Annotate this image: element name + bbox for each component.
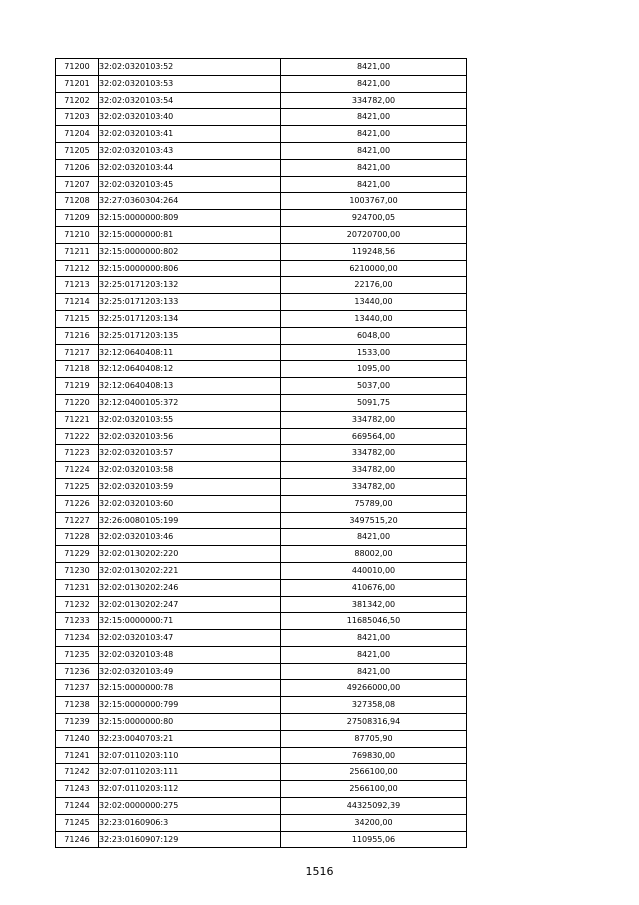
cadastral-number-cell: 32:25:0171203:135 [99, 327, 281, 344]
row-number-cell: 71218 [56, 361, 99, 378]
table-row [56, 428, 467, 445]
row-number-cell: 71225 [56, 478, 99, 495]
value-cell: 49266000,00 [281, 680, 467, 697]
cadastral-number-cell: 32:02:0320103:59 [99, 478, 281, 495]
row-number-cell: 71202 [56, 92, 99, 109]
value-cell: 2566100,00 [281, 764, 467, 781]
cadastral-number-cell: 32:02:0320103:52 [99, 59, 281, 76]
registry-table [55, 58, 467, 848]
cadastral-number-cell: 32:02:0320103:56 [99, 428, 281, 445]
table-row [56, 697, 467, 714]
row-number-cell: 71244 [56, 798, 99, 815]
value-cell: 8421,00 [281, 176, 467, 193]
value-cell: 2566100,00 [281, 781, 467, 798]
table-row [56, 109, 467, 126]
table-row [56, 613, 467, 630]
row-number-cell: 71229 [56, 546, 99, 563]
value-cell: 3497515,20 [281, 512, 467, 529]
cadastral-number-cell: 32:02:0320103:54 [99, 92, 281, 109]
row-number-cell: 71235 [56, 646, 99, 663]
table-row [56, 294, 467, 311]
value-cell: 27508316,94 [281, 714, 467, 731]
table-row [56, 646, 467, 663]
row-number-cell: 71201 [56, 75, 99, 92]
cadastral-number-cell: 32:02:0320103:44 [99, 159, 281, 176]
value-cell: 334782,00 [281, 411, 467, 428]
cadastral-number-cell: 32:15:0000000:80 [99, 714, 281, 731]
row-number-cell: 71227 [56, 512, 99, 529]
cadastral-number-cell: 32:02:0320103:55 [99, 411, 281, 428]
value-cell: 8421,00 [281, 663, 467, 680]
row-number-cell: 71207 [56, 176, 99, 193]
cadastral-number-cell: 32:23:0160907:129 [99, 831, 281, 848]
table-row [56, 562, 467, 579]
table-row [56, 59, 467, 76]
cadastral-number-cell: 32:15:0000000:71 [99, 613, 281, 630]
row-number-cell: 71216 [56, 327, 99, 344]
table-row [56, 730, 467, 747]
row-number-cell: 71222 [56, 428, 99, 445]
table-row [56, 226, 467, 243]
row-number-cell: 71228 [56, 529, 99, 546]
table-row [56, 378, 467, 395]
table-row [56, 579, 467, 596]
cadastral-number-cell: 32:12:0640408:11 [99, 344, 281, 361]
cadastral-number-cell: 32:26:0080105:199 [99, 512, 281, 529]
registry-table-body [56, 59, 467, 848]
cadastral-number-cell: 32:15:0000000:78 [99, 680, 281, 697]
row-number-cell: 71233 [56, 613, 99, 630]
value-cell: 75789,00 [281, 495, 467, 512]
row-number-cell: 71246 [56, 831, 99, 848]
row-number-cell: 71224 [56, 462, 99, 479]
row-number-cell: 71213 [56, 277, 99, 294]
table-row [56, 798, 467, 815]
row-number-cell: 71211 [56, 243, 99, 260]
row-number-cell: 71206 [56, 159, 99, 176]
cadastral-number-cell: 32:02:0320103:58 [99, 462, 281, 479]
cadastral-number-cell: 32:02:0320103:43 [99, 142, 281, 159]
value-cell: 334782,00 [281, 445, 467, 462]
table-row [56, 630, 467, 647]
value-cell: 8421,00 [281, 646, 467, 663]
table-row [56, 210, 467, 227]
value-cell: 8421,00 [281, 159, 467, 176]
value-cell: 8421,00 [281, 126, 467, 143]
cadastral-number-cell: 32:23:0160906:3 [99, 814, 281, 831]
value-cell: 8421,00 [281, 109, 467, 126]
value-cell: 6210000,00 [281, 260, 467, 277]
table-row [56, 764, 467, 781]
value-cell: 22176,00 [281, 277, 467, 294]
row-number-cell: 71242 [56, 764, 99, 781]
cadastral-number-cell: 32:02:0130202:246 [99, 579, 281, 596]
value-cell: 8421,00 [281, 529, 467, 546]
table-row [56, 663, 467, 680]
cadastral-number-cell: 32:07:0110203:112 [99, 781, 281, 798]
cadastral-number-cell: 32:02:0320103:60 [99, 495, 281, 512]
table-row [56, 462, 467, 479]
cadastral-number-cell: 32:07:0110203:110 [99, 747, 281, 764]
value-cell: 669564,00 [281, 428, 467, 445]
value-cell: 44325092,39 [281, 798, 467, 815]
cadastral-number-cell: 32:27:0360304:264 [99, 193, 281, 210]
value-cell: 87705,90 [281, 730, 467, 747]
table-row [56, 260, 467, 277]
value-cell: 1095,00 [281, 361, 467, 378]
row-number-cell: 71203 [56, 109, 99, 126]
cadastral-number-cell: 32:02:0320103:46 [99, 529, 281, 546]
cadastral-number-cell: 32:02:0130202:220 [99, 546, 281, 563]
table-row [56, 310, 467, 327]
cadastral-number-cell: 32:23:0040703:21 [99, 730, 281, 747]
row-number-cell: 71208 [56, 193, 99, 210]
table-row [56, 411, 467, 428]
table-row [56, 831, 467, 848]
cadastral-number-cell: 32:12:0640408:13 [99, 378, 281, 395]
value-cell: 110955,06 [281, 831, 467, 848]
row-number-cell: 71200 [56, 59, 99, 76]
table-row [56, 92, 467, 109]
row-number-cell: 71223 [56, 445, 99, 462]
cadastral-number-cell: 32:02:0130202:221 [99, 562, 281, 579]
table-row [56, 243, 467, 260]
value-cell: 334782,00 [281, 478, 467, 495]
value-cell: 13440,00 [281, 294, 467, 311]
cadastral-number-cell: 32:25:0171203:133 [99, 294, 281, 311]
value-cell: 5037,00 [281, 378, 467, 395]
row-number-cell: 71241 [56, 747, 99, 764]
cadastral-number-cell: 32:25:0171203:134 [99, 310, 281, 327]
value-cell: 8421,00 [281, 142, 467, 159]
value-cell: 88002,00 [281, 546, 467, 563]
value-cell: 5091,75 [281, 394, 467, 411]
row-number-cell: 71226 [56, 495, 99, 512]
row-number-cell: 71234 [56, 630, 99, 647]
cadastral-number-cell: 32:15:0000000:802 [99, 243, 281, 260]
row-number-cell: 71237 [56, 680, 99, 697]
row-number-cell: 71236 [56, 663, 99, 680]
cadastral-number-cell: 32:02:0320103:57 [99, 445, 281, 462]
value-cell: 924700,05 [281, 210, 467, 227]
value-cell: 119248,56 [281, 243, 467, 260]
table-row [56, 495, 467, 512]
cadastral-number-cell: 32:07:0110203:111 [99, 764, 281, 781]
value-cell: 1533,00 [281, 344, 467, 361]
row-number-cell: 71221 [56, 411, 99, 428]
cadastral-number-cell: 32:02:0130202:247 [99, 596, 281, 613]
row-number-cell: 71232 [56, 596, 99, 613]
table-row [56, 747, 467, 764]
cadastral-number-cell: 32:02:0320103:40 [99, 109, 281, 126]
page-number: 1516 [305, 865, 334, 878]
value-cell: 440010,00 [281, 562, 467, 579]
table-row [56, 277, 467, 294]
table-row [56, 512, 467, 529]
table-row [56, 814, 467, 831]
value-cell: 8421,00 [281, 75, 467, 92]
row-number-cell: 71245 [56, 814, 99, 831]
value-cell: 6048,00 [281, 327, 467, 344]
row-number-cell: 71210 [56, 226, 99, 243]
row-number-cell: 71215 [56, 310, 99, 327]
value-cell: 8421,00 [281, 59, 467, 76]
table-row [56, 546, 467, 563]
cadastral-number-cell: 32:15:0000000:809 [99, 210, 281, 227]
value-cell: 20720700,00 [281, 226, 467, 243]
table-row [56, 445, 467, 462]
row-number-cell: 71209 [56, 210, 99, 227]
row-number-cell: 71243 [56, 781, 99, 798]
table-row [56, 781, 467, 798]
table-row [56, 327, 467, 344]
cadastral-number-cell: 32:02:0000000:275 [99, 798, 281, 815]
cadastral-number-cell: 32:12:0640408:12 [99, 361, 281, 378]
cadastral-number-cell: 32:02:0320103:41 [99, 126, 281, 143]
row-number-cell: 71204 [56, 126, 99, 143]
row-number-cell: 71240 [56, 730, 99, 747]
table-row [56, 596, 467, 613]
cadastral-number-cell: 32:25:0171203:132 [99, 277, 281, 294]
row-number-cell: 71212 [56, 260, 99, 277]
cadastral-number-cell: 32:12:0400105:372 [99, 394, 281, 411]
table-row [56, 159, 467, 176]
value-cell: 11685046,50 [281, 613, 467, 630]
row-number-cell: 71217 [56, 344, 99, 361]
table-row [56, 126, 467, 143]
value-cell: 381342,00 [281, 596, 467, 613]
table-row [56, 344, 467, 361]
value-cell: 13440,00 [281, 310, 467, 327]
row-number-cell: 71205 [56, 142, 99, 159]
table-row [56, 75, 467, 92]
table-row [56, 361, 467, 378]
table-row [56, 680, 467, 697]
value-cell: 410676,00 [281, 579, 467, 596]
cadastral-number-cell: 32:02:0320103:49 [99, 663, 281, 680]
cadastral-number-cell: 32:02:0320103:47 [99, 630, 281, 647]
cadastral-number-cell: 32:02:0320103:48 [99, 646, 281, 663]
row-number-cell: 71239 [56, 714, 99, 731]
cadastral-number-cell: 32:15:0000000:799 [99, 697, 281, 714]
row-number-cell: 71220 [56, 394, 99, 411]
value-cell: 34200,00 [281, 814, 467, 831]
value-cell: 334782,00 [281, 462, 467, 479]
cadastral-number-cell: 32:15:0000000:81 [99, 226, 281, 243]
value-cell: 8421,00 [281, 630, 467, 647]
table-row [56, 193, 467, 210]
value-cell: 334782,00 [281, 92, 467, 109]
row-number-cell: 71214 [56, 294, 99, 311]
row-number-cell: 71219 [56, 378, 99, 395]
value-cell: 769830,00 [281, 747, 467, 764]
table-row [56, 394, 467, 411]
cadastral-number-cell: 32:02:0320103:45 [99, 176, 281, 193]
table-row [56, 714, 467, 731]
table-row [56, 142, 467, 159]
cadastral-number-cell: 32:02:0320103:53 [99, 75, 281, 92]
row-number-cell: 71230 [56, 562, 99, 579]
table-row [56, 529, 467, 546]
value-cell: 1003767,00 [281, 193, 467, 210]
row-number-cell: 71238 [56, 697, 99, 714]
table-row [56, 176, 467, 193]
table-row [56, 478, 467, 495]
cadastral-number-cell: 32:15:0000000:806 [99, 260, 281, 277]
row-number-cell: 71231 [56, 579, 99, 596]
value-cell: 327358,08 [281, 697, 467, 714]
